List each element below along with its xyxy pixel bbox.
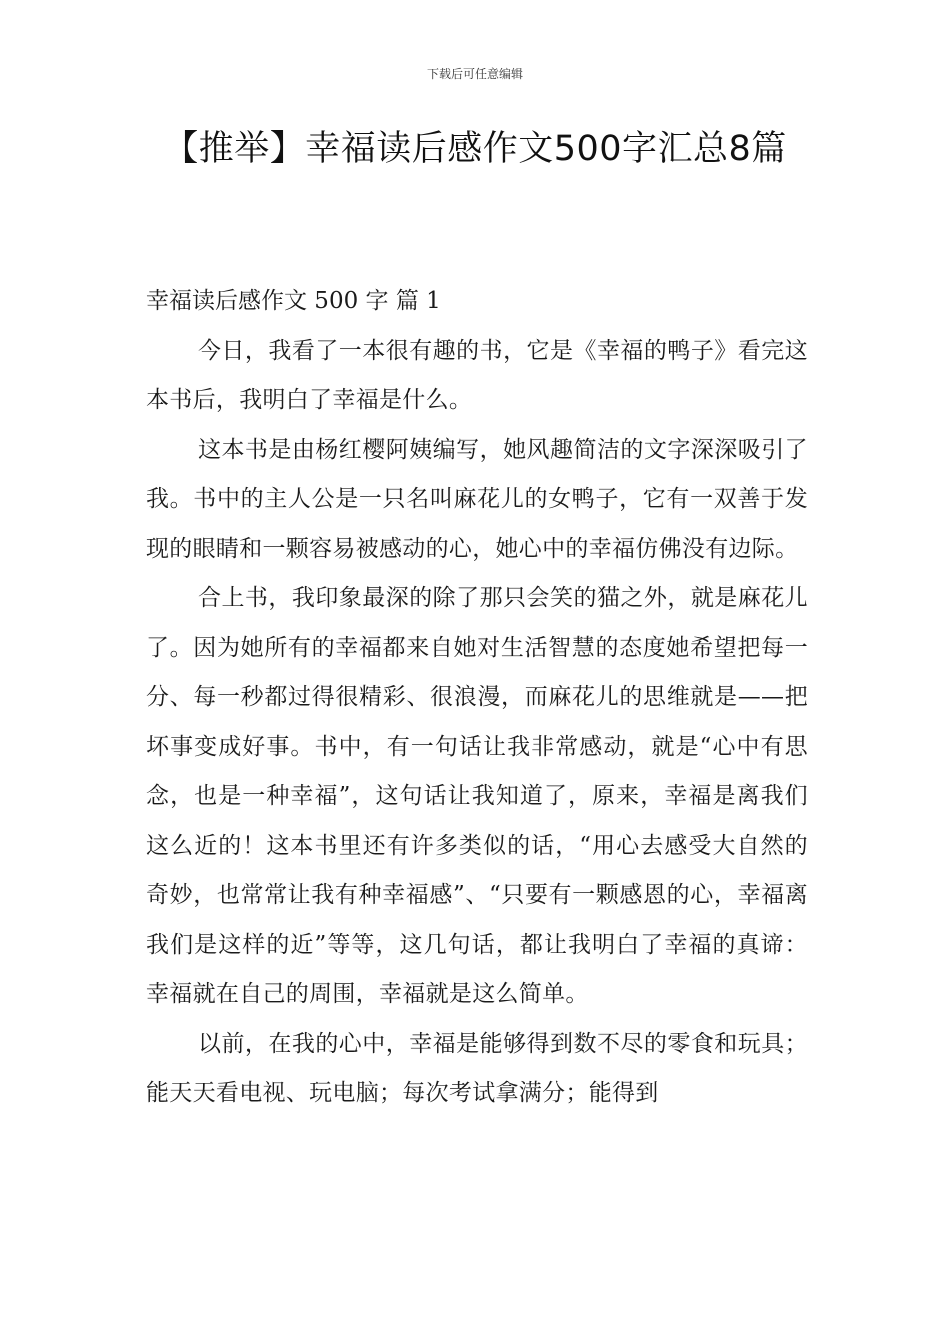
paragraph-1: 今日，我看了一本很有趣的书，它是《幸福的鸭子》看完这本书后，我明白了幸福是什么。: [146, 337, 808, 413]
page-header-note: 下载后可任意编辑: [426, 67, 523, 81]
document-body: [146, 277, 808, 1119]
paragraph-3: 合上书，我印象最深的除了那只会笑的猫之外，就是麻花儿了。因为她所有的幸福都来自她对生活智慧的态度她希望把每一分、每一秒都过得很精彩、很浪漫，而麻花儿的思维就是——把坏事变成好事。书中，有一句话让我非常感动，就是“心中有思念，也是一种幸福”，这句话让我知道了，原来，幸福是离我们这么近的！这本书里还有许多类似的话，“用心去感受大自然的奇妙，也常常让我有种幸福感”、“只要有一颗感恩的心，幸福离我们是这样的近”等等，这几句话，都让我明白了幸福的真谛：幸福就在自己的周围，幸福就是这么简单。: [146, 585, 808, 1007]
document-title: 【推举】幸福读后感作文500字汇总8篇: [163, 129, 787, 169]
paragraph-4: 以前，在我的心中，幸福是能够得到数不尽的零食和玩具；能天天看电视、玩电脑；每次考试拿满分；能得到: [146, 1030, 808, 1106]
paragraph-2: 这本书是由杨红樱阿姨编写，她风趣简洁的文字深深吸引了我。书中的主人公是一只名叫麻花儿的女鸭子，它有一双善于发现的眼睛和一颗容易被感动的心，她心中的幸福仿佛没有边际。: [146, 436, 808, 562]
section-heading: 幸福读后感作文 500 字 篇 1: [146, 288, 441, 314]
